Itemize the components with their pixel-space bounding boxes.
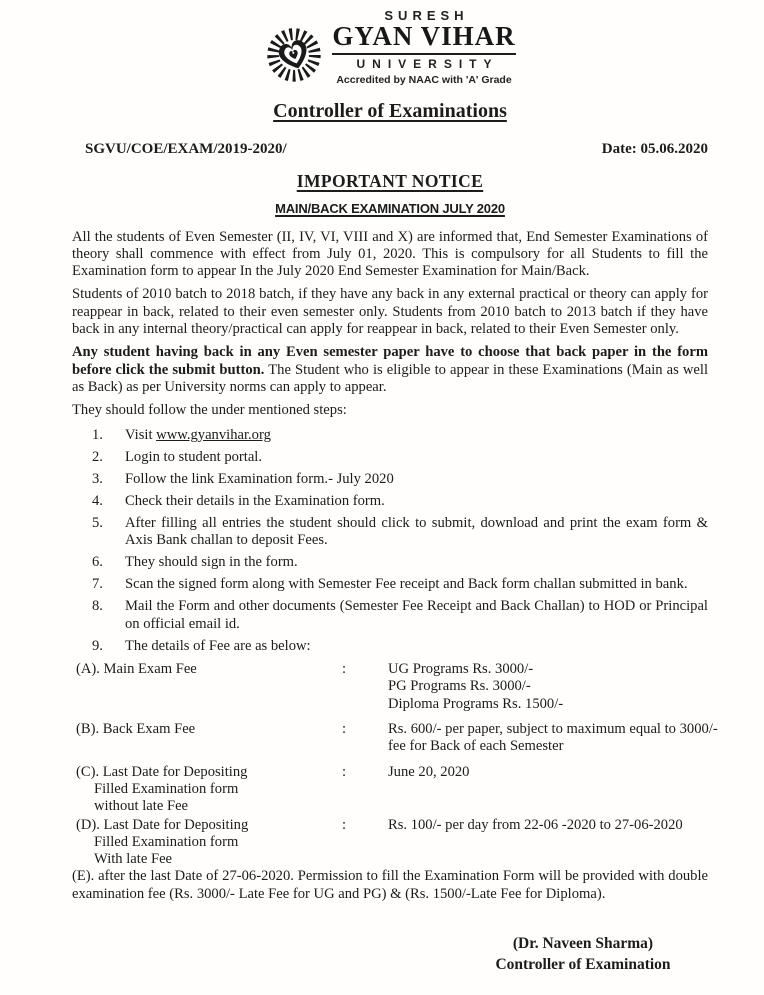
- step-text: [125, 427, 708, 444]
- step-item-4: [72, 493, 708, 510]
- step-number: 6.: [92, 554, 103, 571]
- letterhead: [72, 8, 708, 216]
- step-item-5: [72, 515, 708, 550]
- fee-value-line: Rs. 600/- per paper, subject to maximum equal to 3000/-: [388, 721, 718, 738]
- step-item-6: [72, 554, 708, 571]
- fee-colon: :: [342, 763, 347, 780]
- logo-accreditation-tagline: Accredited by NAAC with 'A' Grade: [336, 73, 512, 86]
- signature-block: [458, 933, 708, 975]
- fee-value: [388, 661, 708, 713]
- fee-value-line: PG Programs Rs. 3000/-: [388, 678, 531, 695]
- document-title-text: Controller of Examinations: [273, 99, 507, 122]
- fee-value-line: Diploma Programs Rs. 1500/-: [388, 695, 564, 712]
- fee-row-last-date-with-late-fee: [72, 817, 708, 869]
- step-item-9: [72, 638, 708, 655]
- step-text: Mail the Form and other documents (Semester Fee Receipt and Back Challan) to HOD or Principal on official email id.: [125, 598, 708, 632]
- heart-sunburst-icon: [264, 23, 324, 85]
- fee-value-line: June 20, 2020: [388, 763, 470, 780]
- fee-label-line: (D). Last Date for Depositing: [76, 816, 249, 833]
- paragraph-back-eligibility: Students of 2010 batch to 2018 batch, if they have any back in any external practical or theory can apply for reappear in back, related to their even semester only. Students from 2010 batch to 2013 batch if they have back in any internal theory/practical can apply for reappear in back, related to their Even Semester only.: [72, 286, 708, 338]
- fee-value-line: Rs. 100/- per day from 22-06 -2020 to 27-06-2020: [388, 816, 683, 833]
- fee-label: [72, 661, 342, 713]
- fee-value: [388, 817, 708, 869]
- step-text: Login to student portal.: [125, 448, 263, 465]
- fee-value-line: fee for Back of each Semester: [388, 738, 564, 755]
- gyanvihar-website-link[interactable]: www.gyanvihar.org: [156, 426, 271, 443]
- fee-colon: :: [342, 816, 347, 833]
- fee-colon: :: [342, 661, 347, 678]
- step-number: 2.: [92, 448, 103, 465]
- paragraph-back-paper-instruction: [72, 344, 708, 396]
- fee-label-line: (A). Main Exam Fee: [76, 661, 197, 678]
- notice-subheading-text: MAIN/BACK EXAMINATION JULY 2020: [275, 200, 505, 216]
- notice-heading-text: IMPORTANT NOTICE: [296, 170, 484, 191]
- step-text: The details of Fee are as below:: [125, 637, 311, 654]
- step-number: 1.: [92, 426, 103, 443]
- signatory-designation: Controller of Examination: [495, 956, 671, 973]
- paragraph-exam-commencement: All the students of Even Semester (II, IV, VI, VIII and X) are informed that, End Semester Examinations of theory shall commence with effect from July 01, 2020. This is compulsory for all Students to fill the Examination form to appear In the July 2020 End Semester Examination for Main/Back.: [72, 228, 708, 280]
- fee-details-table: [72, 661, 718, 868]
- steps-list: [72, 427, 708, 656]
- reference-row: [72, 141, 708, 158]
- fee-row-back-exam: [72, 721, 718, 756]
- step-number: 7.: [92, 576, 103, 593]
- step-text: After filling all entries the student should click to submit, download and print the exam form & Axis Bank challan to deposit Fees.: [125, 514, 708, 549]
- notice-body: [72, 228, 718, 975]
- document-title: [72, 100, 708, 123]
- step-number: 3.: [92, 470, 103, 487]
- fee-label-line: (B). Back Exam Fee: [76, 721, 196, 738]
- fee-label-line: With late Fee: [94, 851, 173, 868]
- logo-suresh-text: SURESH: [384, 8, 469, 23]
- step-text: Follow the link Examination form.- July 2020: [125, 470, 394, 487]
- steps-intro: They should follow the under mentioned steps:: [72, 402, 347, 419]
- back-paper-bold-text: Any student having back in any Even semester paper have to choose that back paper in the form before click the submit button.: [72, 344, 708, 378]
- university-logo: [72, 8, 708, 86]
- step-text: Scan the signed form along with Semester Fee receipt and Back form challan submitted in bank.: [125, 576, 688, 593]
- fee-row-last-date-without-late-fee: [72, 764, 708, 816]
- fee-label-line: Filled Examination form: [94, 833, 239, 850]
- fee-value: [388, 721, 718, 756]
- fee-label: [72, 817, 342, 869]
- reference-number: SGVU/COE/EXAM/2019-2020/: [85, 140, 287, 157]
- fee-label-line: (C). Last Date for Depositing: [76, 763, 248, 780]
- step-number: 8.: [92, 598, 103, 615]
- back-paper-regular-text: The Student who is eligible to appear in these Examinations (Main as well as Back) as per University norms can apply to appear.: [72, 361, 709, 395]
- fee-label: [72, 764, 342, 816]
- step-item-7: [72, 576, 708, 593]
- late-permission-note: (E). after the last Date of 27-06-2020. Permission to fill the Examination Form will be provided with double examination fee (Rs. 3000/- Late Fee for UG and PG) & (Rs. 1500/-Late Fee for Diploma).: [72, 868, 708, 902]
- fee-value-line: UG Programs Rs. 3000/-: [388, 661, 534, 678]
- step-item-8: [72, 598, 708, 633]
- fee-value: [388, 764, 708, 816]
- step-item-3: [72, 471, 708, 488]
- fee-colon: :: [342, 721, 347, 738]
- step-text: They should sign in the form.: [125, 554, 298, 571]
- fee-label: [72, 721, 342, 756]
- university-logo-text: [332, 8, 515, 86]
- fee-label-line: Filled Examination form: [94, 780, 239, 797]
- step-item-2: [72, 449, 708, 466]
- fee-row-main-exam: [72, 661, 708, 713]
- step-number: 5.: [92, 514, 103, 531]
- signatory-name: (Dr. Naveen Sharma): [512, 935, 654, 952]
- logo-gyan-vihar-text: GYAN VIHAR: [332, 21, 516, 51]
- logo-university-text: UNIVERSITY: [332, 53, 515, 71]
- notice-subheading: [72, 201, 708, 216]
- step-number: 9.: [92, 637, 103, 654]
- notice-heading: [72, 171, 708, 192]
- step-visit-text: Visit: [125, 426, 157, 443]
- step-number: 4.: [92, 492, 103, 509]
- step-text: Check their details in the Examination form.: [125, 492, 385, 509]
- date-label: Date: 05.06.2020: [601, 140, 708, 157]
- step-item-1: [72, 427, 708, 444]
- fee-label-line: without late Fee: [94, 798, 189, 815]
